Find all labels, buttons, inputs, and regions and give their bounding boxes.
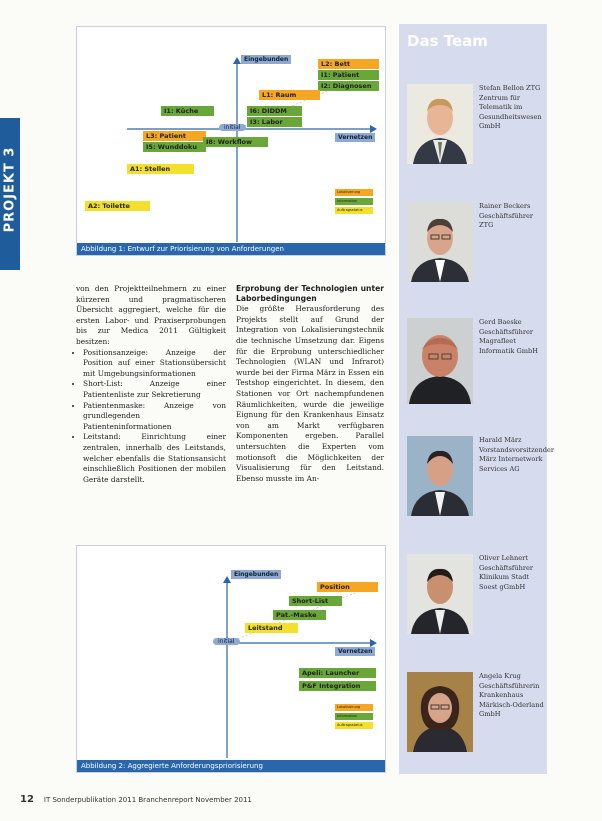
section-heading: Erprobung der Technologien unter Laborbedingungen (236, 284, 384, 303)
fig1-box-a2-toilette: A2: Toilette (85, 201, 150, 211)
fig1-origin-label: initial (219, 124, 246, 131)
fig2-box-pat-maske: Pat.-Maske (273, 610, 326, 620)
fig1-legend-2: Information (335, 198, 373, 205)
bullet-1: • Positionsanzeige: Anzeige der Position auf einer Stationsübersicht mit Umgebungsinformationen (83, 348, 226, 380)
fig1-box-i2-diagnosen: I2: Diagnosen (318, 81, 379, 91)
fig2-legend-2: Information (335, 713, 373, 720)
member-1-photo (407, 84, 473, 164)
member-3-text: Gerd Baeske Geschäftsführer Magrafleet Informatik GmbH (479, 318, 538, 355)
fig1-box-i8-workflow: I8: Workflow (203, 137, 268, 147)
page-footer (20, 794, 252, 805)
fig2-box-pef-integration: P&F Integration (299, 681, 376, 691)
bullet-4: • Leitstand: Einrichtung einer zentralen, innerhalb des Leitstands, welcher ebenfalls die Stationsansicht einschließlich Positionen der mobilen Geräte darstellt. (83, 432, 226, 485)
column-2 (236, 284, 384, 484)
fig1-box-l1-raum: L1: Raum (259, 90, 320, 100)
fig2-box-apeli-launcher: Apeli: Launcher (299, 668, 376, 678)
team-title: Das Team (407, 32, 488, 50)
figure-2 (76, 545, 386, 773)
member-5-photo (407, 554, 473, 634)
fig2-box-short-list: Short-List (289, 596, 342, 606)
section-tab (0, 118, 20, 270)
bullet-2: • Short-List: Anzeige einer Patientenliste zur Sekretierung (83, 379, 226, 400)
member-6-photo (407, 672, 473, 752)
member-3-photo (407, 318, 473, 404)
figure-2-caption: Abbildung 2: Aggregierte Anforderungspriorisierung (77, 760, 385, 772)
fig2-legend-3: Auftragsstatus (335, 722, 373, 729)
member-4-photo (407, 436, 473, 516)
figure-2-chart (77, 546, 385, 772)
section-tab-label: PROJEKT 3 (2, 146, 18, 233)
footer-text: IT Sonderpublikation 2011 Branchenreport November 2011 (43, 796, 252, 804)
fig2-legend-1: Lokalisierung (335, 704, 373, 711)
figure-1-caption: Abbildung 1: Entwurf zur Priorisierung von Anforderungen (77, 243, 385, 255)
member-6-text: Angela Krug Geschäftsführerin Krankenhaus Märkisch-Oderland GmbH (479, 672, 544, 719)
fig1-box-i6-diddm: I6: DIDDM (247, 106, 302, 116)
fig2-box-position: Position (317, 582, 378, 592)
figure-1 (76, 26, 386, 256)
fig1-y-label: Eingebunden (241, 55, 291, 64)
fig1-legend-1: Lokalisierung (335, 189, 373, 196)
column-1-intro: von den Projektteilnehmern zu einer kürzeren und pragmatischeren Übersicht aggregiert, welche für die ersten Labor- und Praxiserprobungen bis zur Medica 2011 Gültigkeit besitzen: (76, 284, 226, 346)
fig1-box-i5-wunddoku: I5: Wunddoku (143, 142, 206, 152)
column-2-body: Die größte Herausforderung des Projekts stellt auf Grund der Integration von Lokalisierungstechnik die technische Umsetzung dar. Eigens für die Erprobung unterschiedlicher Technologien (WLAN und Infrarot) wurde bei der Firma März in Essen ein Testshop eingerichtet. In diesem, den Stationen vor Ort nachempfundenen Räumlichkeiten, wurde die jeweilige Eignung für den Krankenhaus Einsatz von am Markt verfügbaren Komponenten ergeben. Parallel untersuchten die Experten vom motionsoft die Möglichkeiten der Visualisierung für den Leitstand. Ebenso musste im An- (236, 304, 384, 483)
fig2-y-label: Eingebunden (231, 570, 281, 579)
fig1-box-i3-labor: I3: Labor (247, 117, 302, 127)
member-1-text: Stefan Bellon ZTG Zentrum für Telematik im Gesundheitswesen GmbH (479, 84, 542, 131)
fig2-box-leitstand: Leitstand (245, 623, 298, 633)
fig1-box-i1-patient: I1: Patient (318, 70, 379, 80)
fig2-x-arrow (370, 639, 377, 647)
fig2-origin-label: initial (213, 638, 240, 645)
fig1-box-l2-bett: L2: Bett (318, 59, 379, 69)
fig1-y-arrow (233, 57, 241, 64)
fig1-x-arrow (370, 125, 377, 133)
fig1-box-a1-stellen: A1: Stellen (127, 164, 194, 174)
bullet-3: • Patientenmaske: Anzeige von grundlegenden Patienteninformationen (83, 401, 226, 433)
member-4-text: Harald März Vorstandsvorsitzender März Internetwork Services AG (479, 436, 554, 473)
column-1 (76, 284, 226, 485)
fig1-x-label: Vernetzen (335, 133, 375, 142)
member-2-text: Rainer Beckers Geschäftsführer ZTG (479, 202, 534, 230)
fig2-x-label: Vernetzen (335, 647, 375, 656)
member-5-text: Oliver Lehnert Geschäftsführer Klinikum Stadt Soest gGmbH (479, 554, 534, 591)
fig1-legend-3: Auftragsstatus (335, 207, 373, 214)
fig2-y-arrow (223, 576, 231, 583)
team-sidebar (399, 24, 554, 774)
member-2-photo (407, 202, 473, 282)
fig1-box-l3-patient: L3: Patient (143, 131, 206, 141)
page-number: 12 (20, 794, 34, 805)
fig1-box-i1-kueche: I1: Küche (161, 106, 214, 116)
